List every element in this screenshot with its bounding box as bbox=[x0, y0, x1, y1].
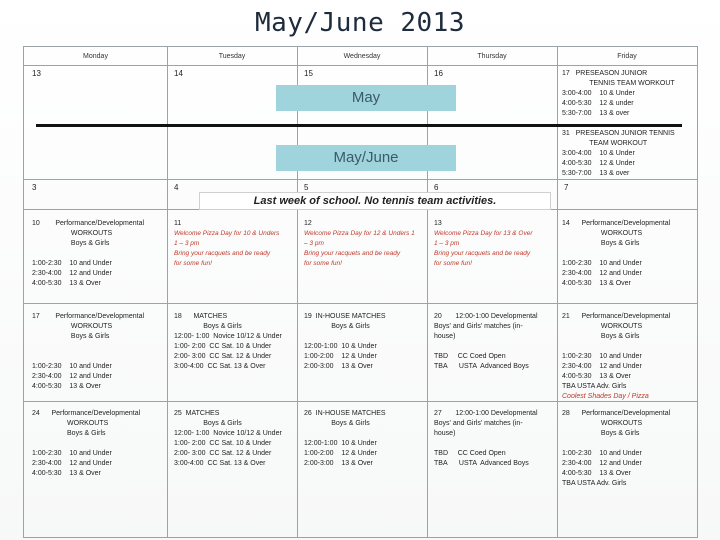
day-10-cell: 10 Performance/Developmental WORKOUTS Boys & Girls 1:00-2:30 10 and Under 2:30-4:00 12 and Under 4:00-5:30 13 & Over bbox=[32, 220, 145, 287]
day-25-cell: 25 MATCHES Boys & Girls 12:00- 1:00 Novice 10/12 & Under 1:00- 2:00 CC Sat. 10 & Under 2:00- 3:00 CC Sat. 12 & Under 3:00-4:00 CC Sat. 13 & Over bbox=[174, 410, 282, 467]
day-7-number: 7 bbox=[564, 183, 569, 192]
column-divider bbox=[297, 47, 298, 537]
day-13-june-cell: Welcome Pizza Day for 13 & Over 1 – 3 pm Bring your racquets and be ready for some fun! bbox=[434, 230, 533, 267]
day-6-number: 6 bbox=[434, 183, 439, 192]
day-14-june-cell: 14 Performance/Developmental WORKOUTS Boys & Girls 1:00-2:30 10 and Under 2:30-4:00 12 and Under 4:00-5:30 13 & Over bbox=[562, 220, 671, 287]
month-band-may: May bbox=[276, 85, 456, 111]
day-17-june-cell: 17 Performance/Developmental WORKOUTS Boys & Girls 1:00-2:30 10 and Under 2:30-4:00 12 and Under 4:00-5:30 13 & Over bbox=[32, 313, 145, 390]
day-5-number: 5 bbox=[304, 183, 309, 192]
day-header-monday: Monday bbox=[83, 53, 108, 60]
day-15-number: 15 bbox=[304, 69, 313, 78]
row-divider bbox=[24, 179, 697, 180]
day-header-tuesday: Tuesday bbox=[218, 53, 246, 60]
day-16-number: 16 bbox=[434, 69, 443, 78]
day-27-cell: 27 12:00-1:00 Developmental Boys' and Girls' matches (in- house) TBD CC Coed Open TBA USTA Advanced Boys bbox=[434, 410, 538, 467]
day-18-cell: 18 MATCHES Boys & Girls 12:00- 1:00 Novice 10/12 & Under 1:00- 2:00 CC Sat. 10 & Under 2:00- 3:00 CC Sat. 12 & Under 3:00-4:00 CC Sat. 13 & Over bbox=[174, 313, 282, 370]
day-12-number: 12 bbox=[304, 220, 312, 227]
day-header-wednesday: Wednesday bbox=[343, 53, 381, 60]
page-title: May/June 2013 bbox=[255, 8, 465, 38]
day-11-number: 11 bbox=[174, 220, 182, 227]
day-13-june-number: 13 bbox=[434, 220, 442, 227]
day-20-cell: 20 12:00-1:00 Developmental Boys' and Girls' matches (in- house) TBD CC Coed Open TBA USTA Advanced Boys bbox=[434, 313, 538, 370]
day-31-cell: 31 PRESEASON JUNIOR TENNIS TEAM WORKOUT 3:00-4:00 10 & Under 4:00-5:30 12 & Under 5:30-7:00 13 & over bbox=[562, 130, 675, 177]
calendar-grid bbox=[23, 46, 698, 538]
day-19-cell: 19 IN-HOUSE MATCHES Boys & Girls 12:00-1:00 10 & Under 1:00-2:00 12 & Under 2:00-3:00 13 & Over bbox=[304, 313, 386, 370]
row-divider bbox=[24, 65, 697, 66]
row-divider bbox=[24, 303, 697, 304]
day-17-cell: 17 PRESEASON JUNIOR TENNIS TEAM WORKOUT 3:00-4:00 10 & Under 4:00-5:30 12 & under 5:30-7:00 13 & over bbox=[562, 70, 675, 117]
day-24-cell: 24 Performance/Developmental WORKOUTS Boys & Girls 1:00-2:30 10 and Under 2:30-4:00 12 and Under 4:00-5:30 13 & Over bbox=[32, 410, 141, 477]
day-12-cell: Welcome Pizza Day for 12 & Unders 1 – 3 pm Bring your racquets and be ready for some fun! bbox=[304, 230, 415, 267]
day-header-thursday: Thursday bbox=[477, 53, 507, 60]
month-band-may-june: May/June bbox=[276, 145, 456, 171]
column-divider bbox=[427, 47, 428, 537]
day-28-cell: 28 Performance/Developmental WORKOUTS Boys & Girls 1:00-2:30 10 and Under 2:30-4:00 12 and Under 4:00-5:30 13 & Over TBA USTA Adv. Girls bbox=[562, 410, 671, 487]
column-divider bbox=[167, 47, 168, 537]
day-14-number: 14 bbox=[174, 69, 183, 78]
day-3-number: 3 bbox=[32, 183, 37, 192]
month-separator-line bbox=[36, 124, 682, 127]
day-26-cell: 26 IN-HOUSE MATCHES Boys & Girls 12:00-1:00 10 & Under 1:00-2:00 12 & Under 2:00-3:00 13 & Over bbox=[304, 410, 386, 467]
day-13-number: 13 bbox=[32, 69, 41, 78]
day-header-friday: Friday bbox=[617, 53, 637, 60]
no-activities-banner: Last week of school. No tennis team activities. bbox=[199, 192, 551, 210]
column-divider bbox=[557, 47, 558, 537]
day-4-number: 4 bbox=[174, 183, 179, 192]
day-11-cell: Welcome Pizza Day for 10 & Unders 1 – 3 pm Bring your racquets and be ready for some fun! bbox=[174, 230, 280, 267]
day-21-event: Coolest Shades Day / Pizza bbox=[562, 393, 649, 400]
day-21-cell: 21 Performance/Developmental WORKOUTS Boys & Girls 1:00-2:30 10 and Under 2:30-4:00 12 and Under 4:00-5:30 13 & Over TBA USTA Adv. Girls bbox=[562, 313, 671, 390]
